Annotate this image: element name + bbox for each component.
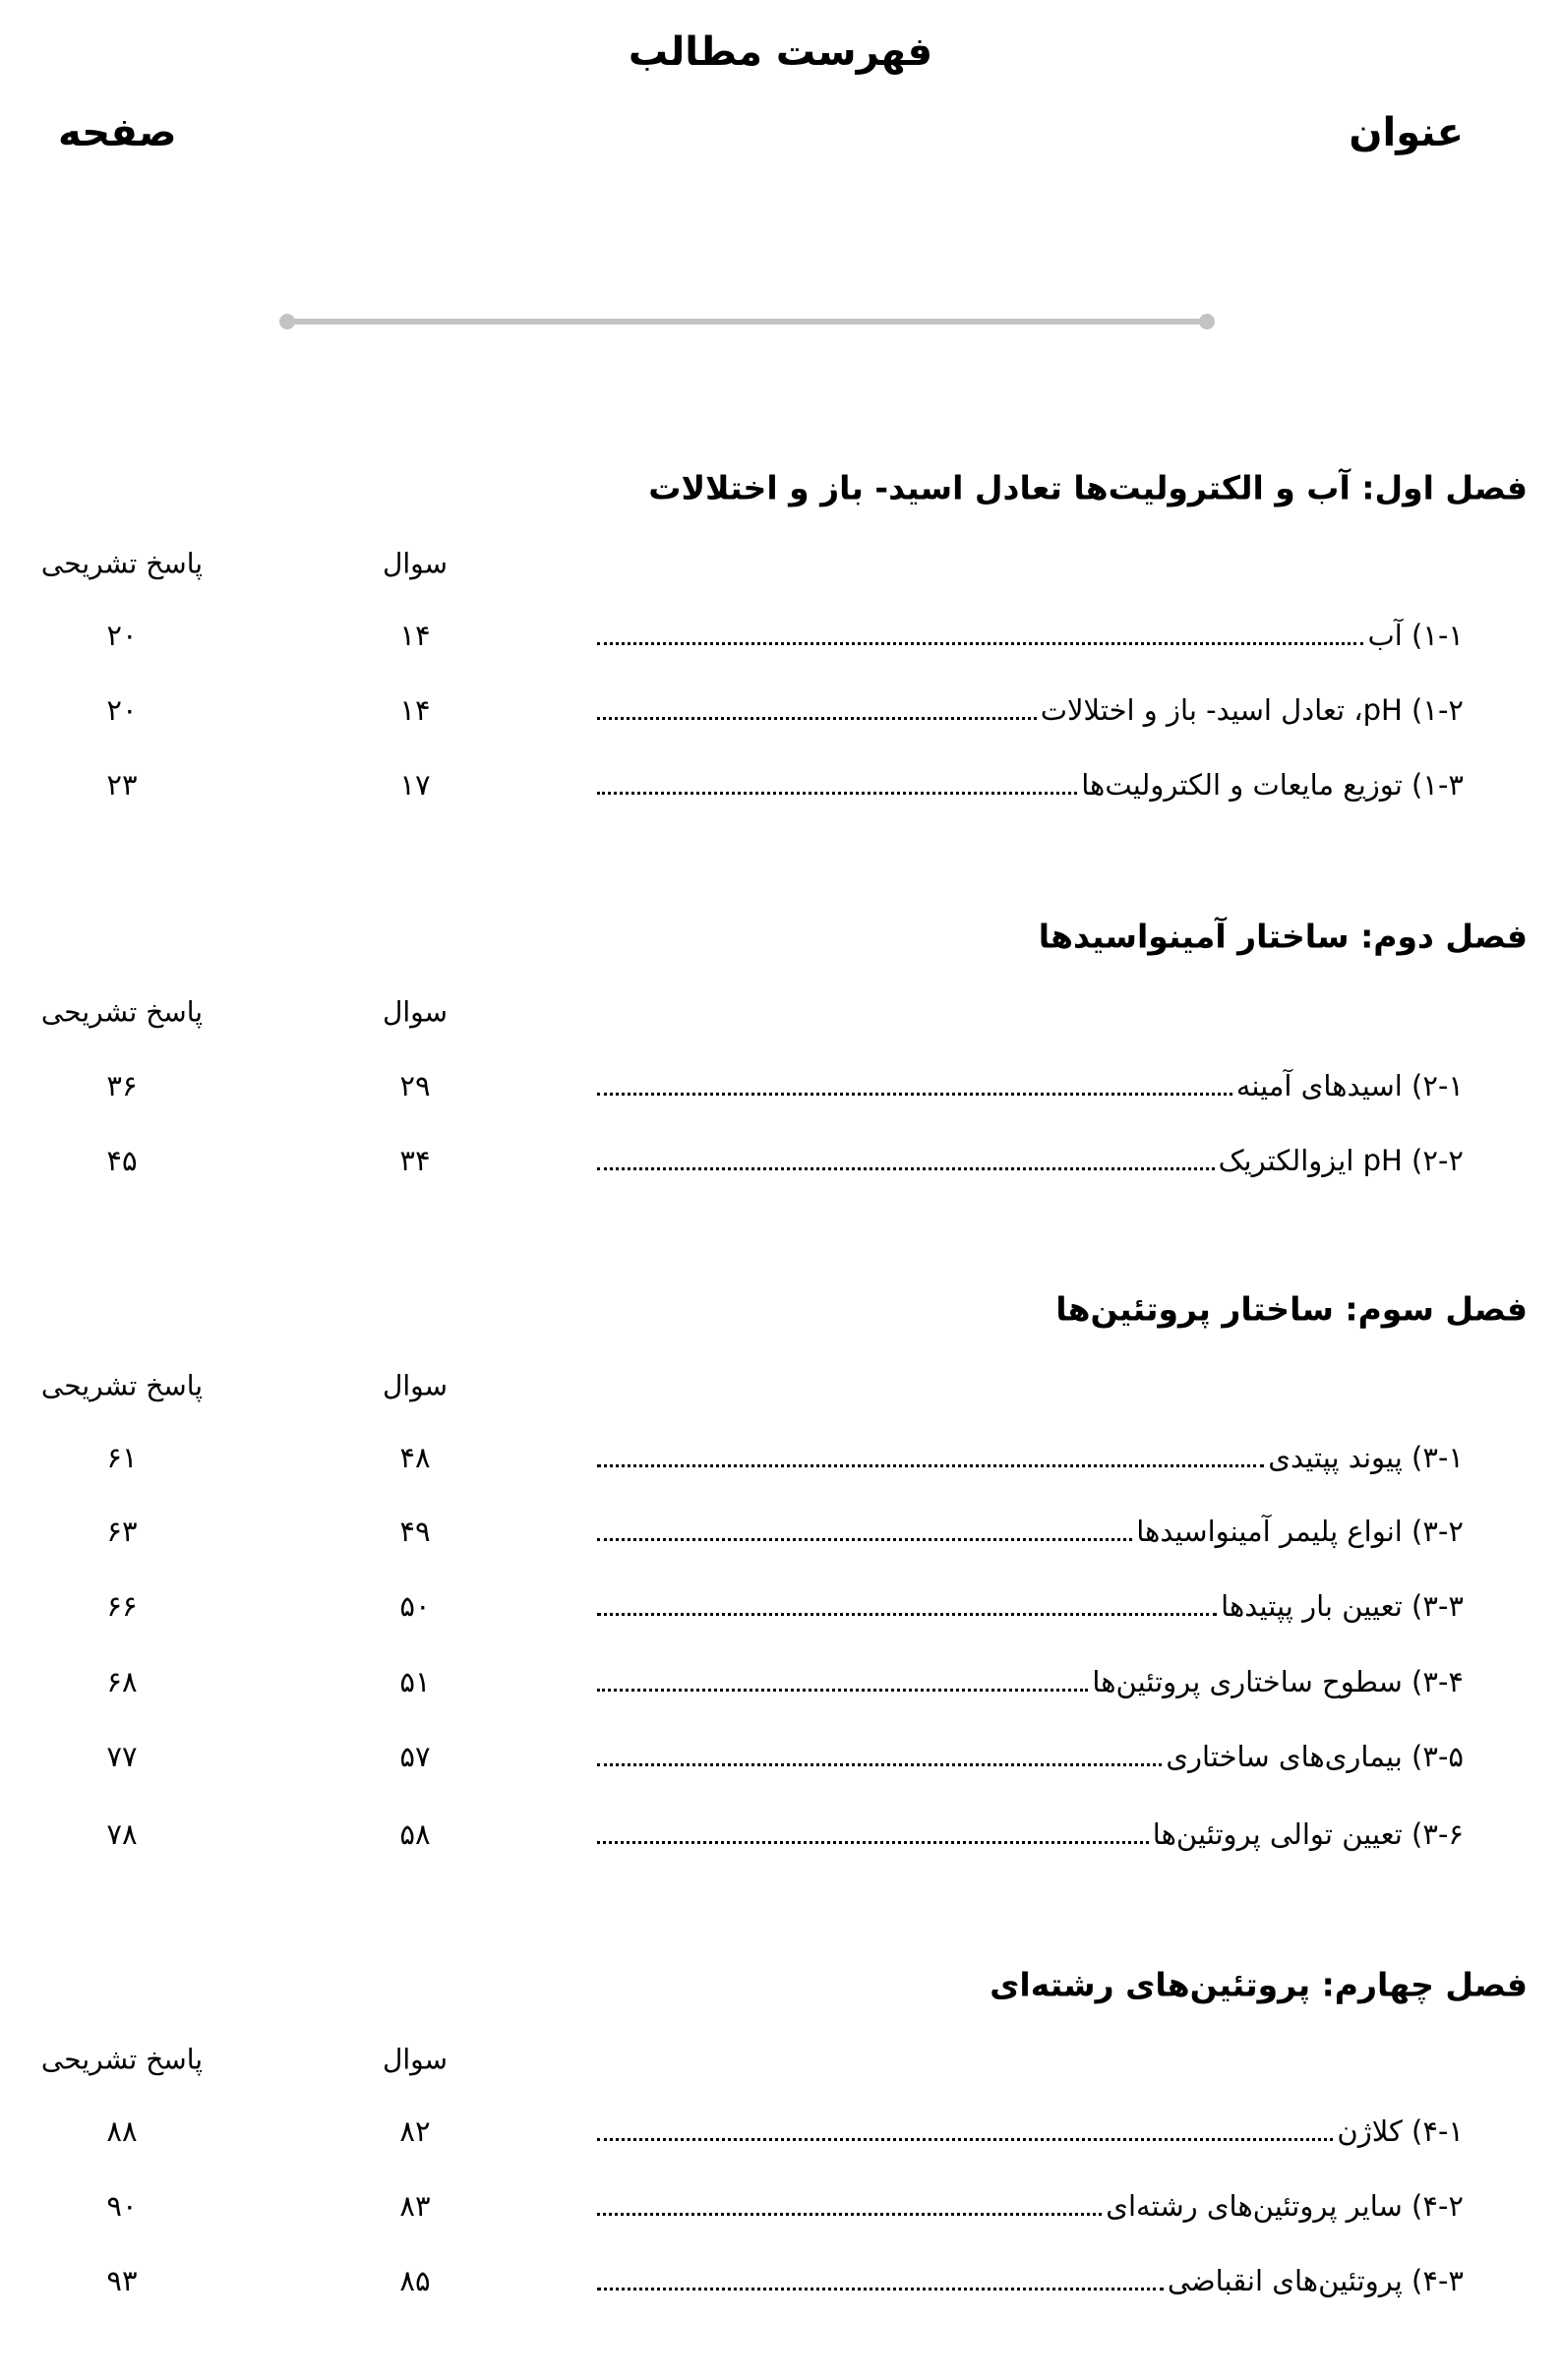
question-column-label: سوال — [382, 995, 449, 1029]
dot-leader — [597, 2213, 1102, 2216]
page-title: فهرست مطالب — [628, 30, 933, 75]
entry-label[interactable]: ۱-۳) توزیع مایعات و الکترولیت‌ها — [1081, 768, 1464, 802]
dot-leader — [597, 1167, 1215, 1170]
dot-leader — [597, 1093, 1232, 1096]
toc-entry[interactable] — [597, 1515, 1464, 1548]
question-page-number[interactable]: ۸۲ — [399, 2114, 431, 2148]
entry-label[interactable]: ۳-۲) انواع پلیمر آمینواسیدها — [1136, 1515, 1464, 1548]
toc-entry[interactable] — [597, 768, 1464, 802]
entry-label[interactable]: ۳-۳) تعیین بار پپتیدها — [1221, 1589, 1464, 1623]
question-page-number[interactable]: ۵۰ — [399, 1589, 431, 1623]
entry-label[interactable]: ۲-۱) اسیدهای آمینه — [1235, 1069, 1464, 1102]
toc-entry[interactable] — [597, 1069, 1464, 1102]
toc-entry[interactable] — [597, 2114, 1464, 2148]
toc-entry[interactable] — [597, 1740, 1464, 1773]
dot-leader — [597, 1613, 1217, 1616]
chapter-title: فصل چهارم: پروتئین‌های رشته‌ای — [990, 1965, 1528, 2004]
entry-label[interactable]: ۴-۱) کلاژن — [1337, 2114, 1464, 2148]
answer-page-number[interactable]: ۹۳ — [106, 2264, 138, 2297]
entry-label[interactable]: ۳-۱) پیوند پپتیدی — [1268, 1441, 1464, 1474]
answer-column-label: پاسخ تشریحی — [40, 2043, 204, 2076]
toc-entry[interactable] — [597, 1589, 1464, 1623]
dot-leader — [597, 1841, 1149, 1844]
dot-leader — [597, 1763, 1162, 1766]
question-page-number[interactable]: ۱۴ — [399, 619, 431, 652]
answer-column-label: پاسخ تشریحی — [40, 995, 204, 1029]
answer-column-label: پاسخ تشریحی — [40, 547, 204, 580]
entry-label[interactable]: ۳-۵) بیماری‌های ساختاری — [1166, 1740, 1464, 1773]
answer-page-number[interactable]: ۶۱ — [106, 1441, 138, 1474]
question-page-number[interactable]: ۵۱ — [399, 1665, 431, 1698]
toc-entry[interactable] — [597, 1441, 1464, 1474]
toc-entry[interactable] — [597, 619, 1464, 652]
question-page-number[interactable]: ۲۹ — [399, 1069, 431, 1102]
answer-page-number[interactable]: ۲۰ — [106, 693, 138, 727]
question-page-number[interactable]: ۱۷ — [399, 768, 431, 802]
answer-page-number[interactable]: ۸۸ — [106, 2114, 138, 2148]
divider — [279, 317, 1215, 327]
question-page-number[interactable]: ۸۵ — [399, 2264, 431, 2297]
dot-leader — [597, 1464, 1264, 1467]
column-heading-page: صفحه — [58, 110, 177, 155]
answer-page-number[interactable]: ۲۳ — [106, 768, 138, 802]
question-page-number[interactable]: ۱۴ — [399, 693, 431, 727]
dot-leader — [597, 792, 1077, 795]
question-column-label: سوال — [382, 547, 449, 580]
question-page-number[interactable]: ۸۳ — [399, 2189, 431, 2223]
answer-page-number[interactable]: ۴۵ — [106, 1144, 138, 1177]
answer-page-number[interactable]: ۶۳ — [106, 1515, 138, 1548]
column-heading-title: عنوان — [1349, 110, 1464, 155]
answer-page-number[interactable]: ۷۷ — [106, 1740, 138, 1773]
answer-page-number[interactable]: ۳۶ — [106, 1069, 138, 1102]
answer-page-number[interactable]: ۲۰ — [106, 619, 138, 652]
question-page-number[interactable]: ۴۸ — [399, 1441, 431, 1474]
entry-label[interactable]: ۳-۶) تعیین توالی پروتئین‌ها — [1152, 1817, 1464, 1851]
question-column-label: سوال — [382, 2043, 449, 2076]
answer-page-number[interactable]: ۶۸ — [106, 1665, 138, 1698]
entry-label[interactable]: ۱-۲) pH، تعادل اسید- باز و اختلالات — [1040, 693, 1464, 727]
dot-leader — [597, 2138, 1333, 2141]
chapter-title: فصل اول: آب و الکترولیت‌ها تعادل اسید- باز و اختلالات — [648, 468, 1528, 507]
answer-page-number[interactable]: ۹۰ — [106, 2189, 138, 2223]
answer-column-label: پاسخ تشریحی — [40, 1369, 204, 1402]
question-column-label: سوال — [382, 1369, 449, 1402]
toc-entry[interactable] — [597, 2189, 1464, 2223]
entry-label[interactable]: ۲-۲) pH ایزوالکتریک — [1218, 1144, 1464, 1177]
entry-label[interactable]: ۳-۴) سطوح ساختاری پروتئین‌ها — [1092, 1665, 1464, 1698]
entry-label[interactable]: ۴-۲) سایر پروتئین‌های رشته‌ای — [1106, 2189, 1464, 2223]
chapter-title: فصل دوم: ساختار آمینواسیدها — [1038, 917, 1528, 956]
dot-leader — [597, 1689, 1088, 1692]
question-page-number[interactable]: ۴۹ — [399, 1515, 431, 1548]
entry-label[interactable]: ۴-۳) پروتئین‌های انقباضی — [1167, 2264, 1464, 2297]
entry-label[interactable]: ۱-۱) آب — [1367, 619, 1464, 652]
chapter-title: فصل سوم: ساختار پروتئین‌ها — [1055, 1289, 1528, 1329]
toc-entry[interactable] — [597, 693, 1464, 727]
question-page-number[interactable]: ۵۸ — [399, 1817, 431, 1851]
toc-entry[interactable] — [597, 2264, 1464, 2297]
question-page-number[interactable]: ۵۷ — [399, 1740, 431, 1773]
question-page-number[interactable]: ۳۴ — [399, 1144, 431, 1177]
answer-page-number[interactable]: ۶۶ — [106, 1589, 138, 1623]
toc-entry[interactable] — [597, 1817, 1464, 1851]
toc-entry[interactable] — [597, 1144, 1464, 1177]
dot-leader — [597, 717, 1037, 720]
answer-page-number[interactable]: ۷۸ — [106, 1817, 138, 1851]
dot-leader — [597, 1538, 1132, 1541]
dot-leader — [597, 2288, 1164, 2291]
dot-leader — [597, 642, 1363, 645]
toc-entry[interactable] — [597, 1665, 1464, 1698]
